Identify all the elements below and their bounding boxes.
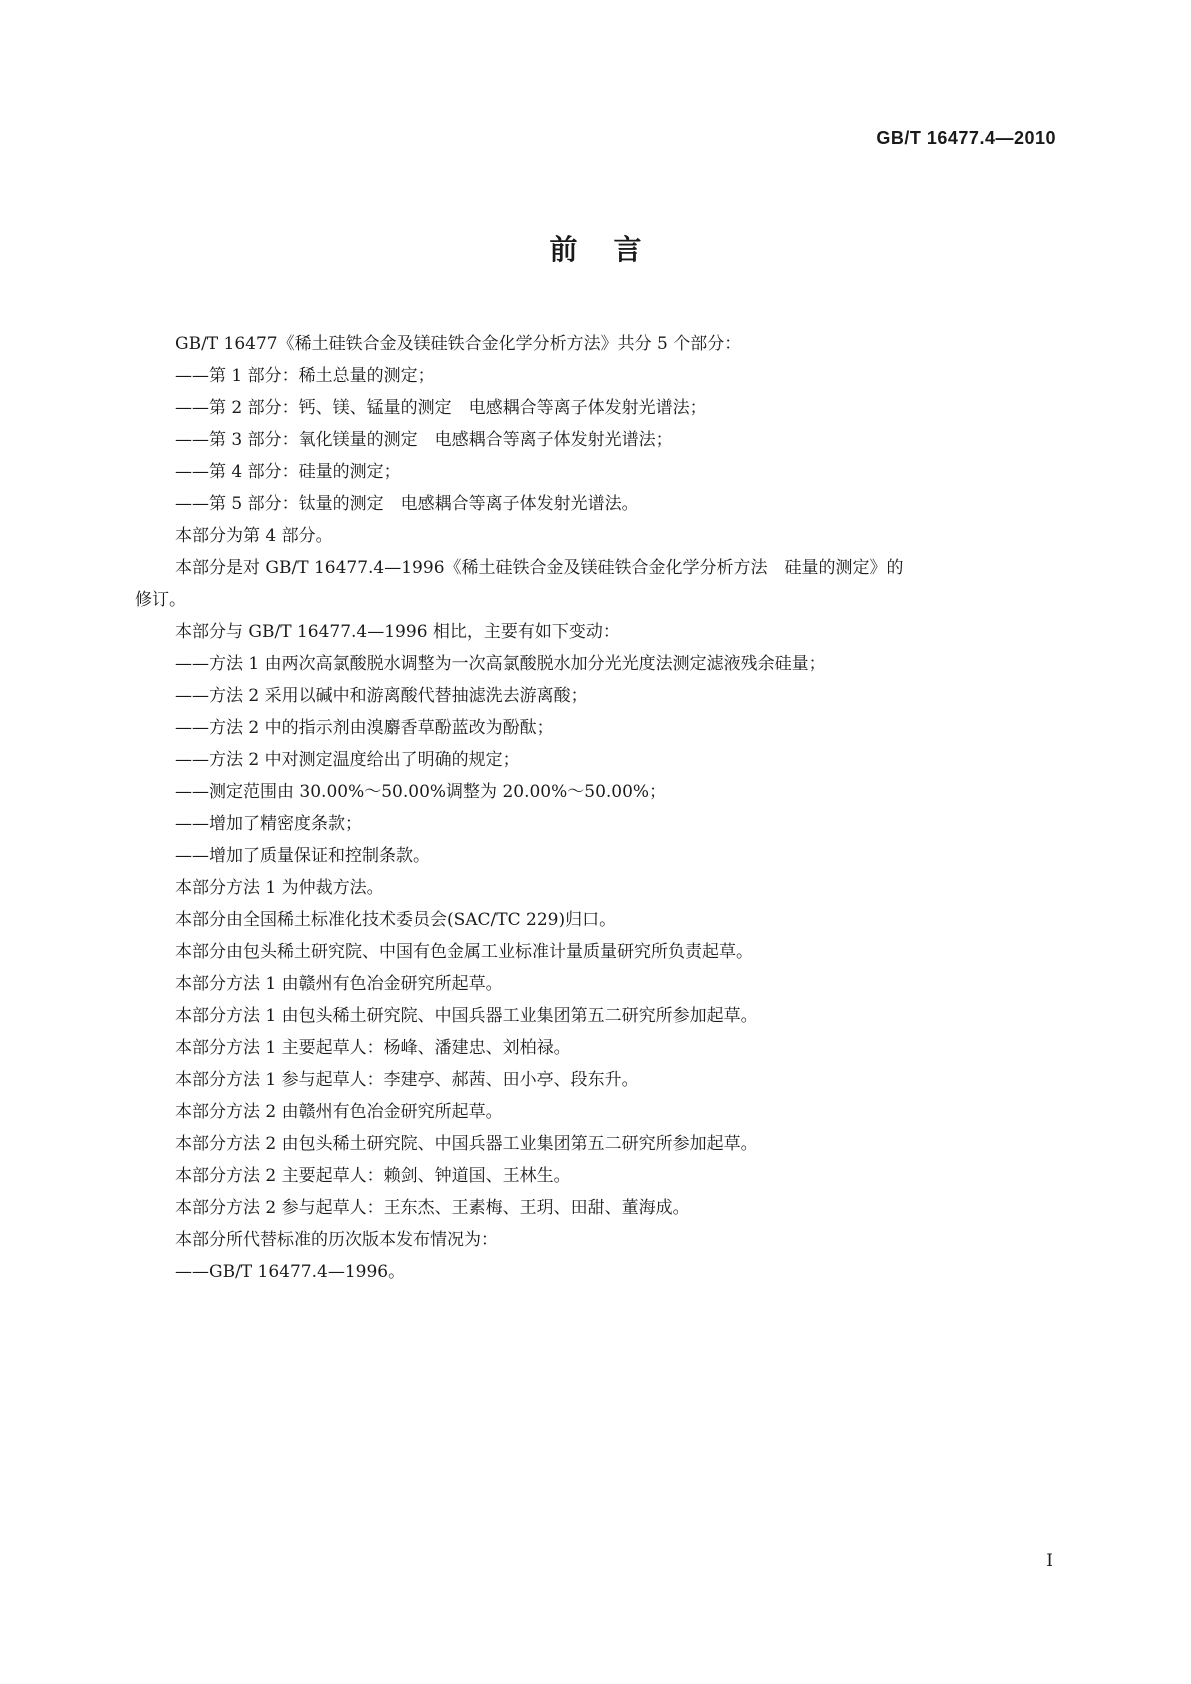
body-line-committee: 本部分由全国稀土标准化技术委员会(SAC/TC 229)归口。 (175, 910, 617, 930)
body-line-change-2: ——方法 2 采用以碱中和游离酸代替抽滤洗去游离酸； (175, 686, 588, 706)
body-line-revision-cont: 修订。 (135, 590, 186, 610)
body-line-method1-main-authors: 本部分方法 1 主要起草人：杨峰、潘建忠、刘柏禄。 (175, 1038, 571, 1058)
body-line-change-5: ——测定范围由 30.00%～50.00%调整为 20.00%～50.00%； (175, 782, 667, 802)
body-line-change-3: ——方法 2 中的指示剂由溴麝香草酚蓝改为酚酞； (175, 718, 554, 738)
body-line-method2-contributors: 本部分方法 2 参与起草人：王东杰、王素梅、王玥、田甜、董海成。 (175, 1198, 690, 1218)
body-line-method1-participants: 本部分方法 1 由包头稀土研究院、中国兵器工业集团第五二研究所参加起草。 (175, 1006, 758, 1026)
body-line-change-4: ——方法 2 中对测定温度给出了明确的规定； (175, 750, 520, 770)
page-number: I (1046, 1551, 1053, 1571)
body-line-part-3: ——第 3 部分：氧化镁量的测定 电感耦合等离子体发射光谱法； (175, 430, 673, 450)
body-line-drafting-lead: 本部分由包头稀土研究院、中国有色金属工业标准计量质量研究所负责起草。 (175, 942, 753, 962)
body-line-part-2: ——第 2 部分：钙、镁、锰量的测定 电感耦合等离子体发射光谱法； (175, 398, 707, 418)
body-line-part-5: ——第 5 部分：钛量的测定 电感耦合等离子体发射光谱法。 (175, 494, 639, 514)
body-line-change-6: ——增加了精密度条款； (175, 814, 362, 834)
body-line-arbitration: 本部分方法 1 为仲裁方法。 (175, 878, 384, 898)
body-line-method1-contributors: 本部分方法 1 参与起草人：李建亭、郝茜、田小亭、段东升。 (175, 1070, 639, 1090)
body-line-part-4: ——第 4 部分：硅量的测定； (175, 462, 401, 482)
foreword-body (135, 328, 1060, 1288)
page-title: 前言 (549, 233, 678, 266)
body-line-history-intro: 本部分所代替标准的历次版本发布情况为： (175, 1230, 498, 1250)
body-line-changes-intro: 本部分与 GB/T 16477.4—1996 相比，主要有如下变动： (175, 622, 620, 642)
body-line-change-7: ——增加了质量保证和控制条款。 (175, 846, 430, 866)
body-line-part-1: ——第 1 部分：稀土总量的测定； (175, 366, 435, 386)
body-line-this-part: 本部分为第 4 部分。 (175, 526, 333, 546)
body-line-history-1: ——GB/T 16477.4—1996。 (175, 1262, 406, 1282)
body-line-method2-drafter: 本部分方法 2 由赣州有色冶金研究所起草。 (175, 1102, 503, 1122)
body-line-intro: GB/T 16477《稀土硅铁合金及镁硅铁合金化学分析方法》共分 5 个部分： (175, 334, 742, 354)
body-line-method1-drafter: 本部分方法 1 由赣州有色冶金研究所起草。 (175, 974, 503, 994)
body-line-change-1: ——方法 1 由两次高氯酸脱水调整为一次高氯酸脱水加分光光度法测定滤液残余硅量； (175, 654, 826, 674)
body-line-revision: 本部分是对 GB/T 16477.4—1996《稀土硅铁合金及镁硅铁合金化学分析方法 硅量的测定》的 (175, 558, 904, 578)
standard-code-header: GB/T 16477.4—2010 (876, 128, 1056, 148)
body-line-method2-participants: 本部分方法 2 由包头稀土研究院、中国兵器工业集团第五二研究所参加起草。 (175, 1134, 758, 1154)
body-line-method2-main-authors: 本部分方法 2 主要起草人：赖剑、钟道国、王林生。 (175, 1166, 571, 1186)
